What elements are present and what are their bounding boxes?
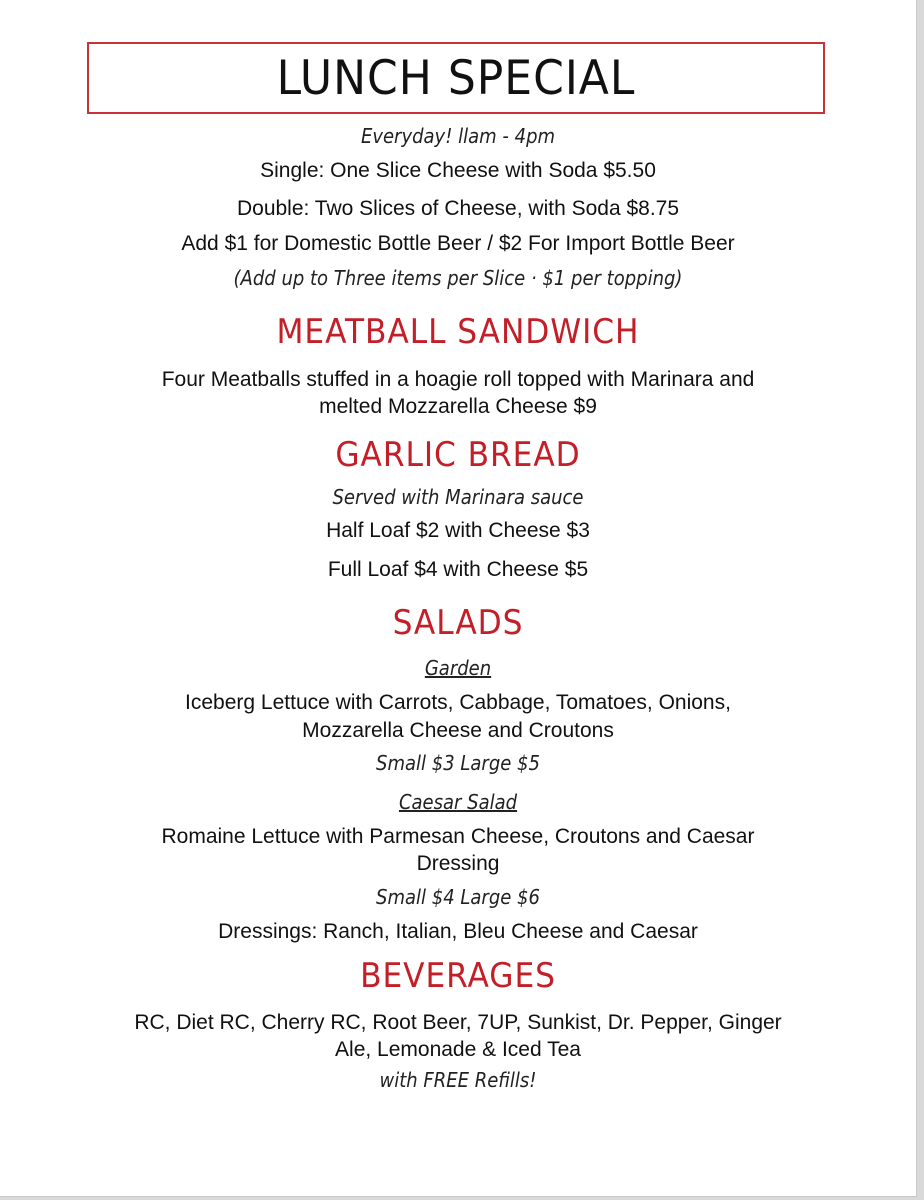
meatball-desc-line2: melted Mozzarella Cheese $9: [319, 395, 597, 418]
caesar-desc-line2: Dressing: [416, 852, 500, 875]
lunch-hours: Everyday! llam - 4pm: [360, 124, 556, 148]
garden-desc-line2: Mozzarella Cheese and Croutons: [302, 719, 614, 742]
caesar-desc-line1: Romaine Lettuce with Parmesan Cheese, Croutons and Caesar: [161, 825, 755, 848]
beverages-heading: BEVERAGES: [360, 956, 556, 996]
meatball-heading: MEATBALL SANDWICH: [276, 312, 640, 352]
garden-title: Garden: [424, 656, 492, 680]
garden-desc-line1: Iceberg Lettuce with Carrots, Cabbage, Tomatoes, Onions,: [185, 691, 731, 714]
beverages-line2: Ale, Lemonade & Iced Tea: [335, 1038, 581, 1061]
caesar-price: Small $4 Large $6: [376, 885, 540, 909]
caesar-title: Caesar Salad: [398, 790, 518, 814]
meatball-desc-line1: Four Meatballs stuffed in a hoagie roll topped with Marinara and: [161, 368, 755, 391]
beverages-refills: with FREE Refills!: [379, 1068, 537, 1092]
page-title: LUNCH SPECIAL: [276, 50, 636, 106]
lunch-toppings: (Add up to Three items per Slice · $1 per topping): [233, 266, 683, 290]
salads-heading: SALADS: [392, 603, 524, 643]
garlic-full: Full Loaf $4 with Cheese $5: [327, 558, 589, 581]
title-box: [87, 42, 825, 114]
beverages-line1: RC, Diet RC, Cherry RC, Root Beer, 7UP, Sunkist, Dr. Pepper, Ginger: [134, 1011, 782, 1034]
dressings: Dressings: Ranch, Italian, Bleu Cheese and Caesar: [218, 920, 698, 943]
lunch-single: Single: One Slice Cheese with Soda $5.50: [260, 159, 656, 182]
garlic-note: Served with Marinara sauce: [332, 485, 584, 509]
lunch-beer: Add $1 for Domestic Bottle Beer / $2 For Import Bottle Beer: [181, 232, 735, 255]
garlic-heading: GARLIC BREAD: [335, 435, 581, 475]
garden-price: Small $3 Large $5: [376, 751, 540, 775]
garlic-half: Half Loaf $2 with Cheese $3: [326, 519, 590, 542]
lunch-double: Double: Two Slices of Cheese, with Soda $8.75: [236, 197, 680, 220]
